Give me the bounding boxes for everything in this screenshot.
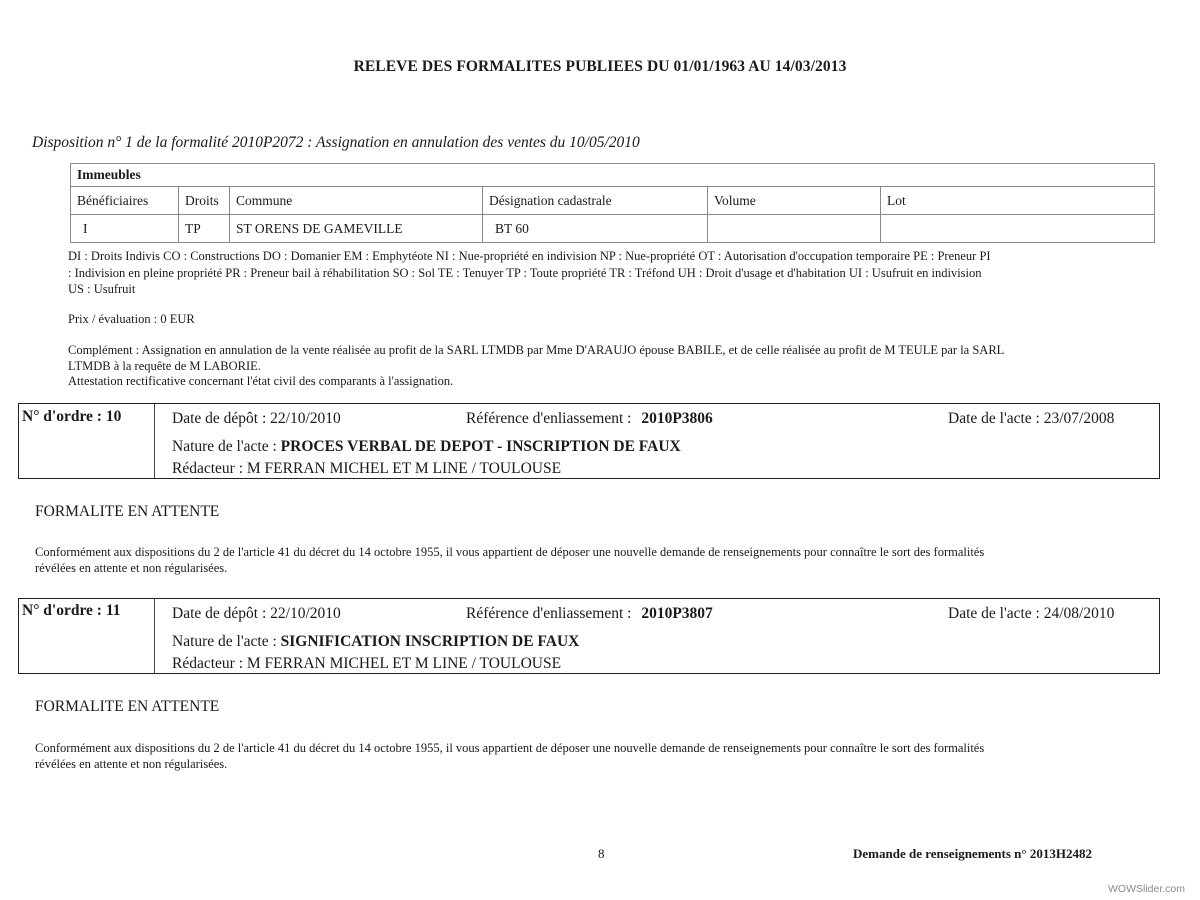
immeubles-section-label: Immeubles <box>71 164 1155 187</box>
redacteur <box>172 655 561 673</box>
nature-value: PROCES VERBAL DE DEPOT - INSCRIPTION DE FAUX <box>280 438 681 455</box>
complement-text <box>68 343 1158 390</box>
ordre-divider <box>154 404 155 478</box>
reference-enliassement <box>466 410 713 428</box>
disposition-heading: Disposition n° 1 de la formalité 2010P2072 : Assignation en annulation des ventes du 10/05/2010 <box>32 134 640 151</box>
reference-value: 2010P3806 <box>641 410 713 427</box>
ordre-number: N° d'ordre : 10 <box>22 408 122 425</box>
depot-label: Date de dépôt : <box>172 605 267 622</box>
col-header-beneficiaires: Bénéficiaires <box>71 187 179 215</box>
col-header-volume: Volume <box>708 187 881 215</box>
acte-date-value: 23/07/2008 <box>1043 410 1115 427</box>
cell-beneficiaires: I <box>71 215 179 243</box>
table-row <box>71 215 1155 243</box>
legend-line: : Indivision en pleine propriété PR : Preneur bail à réhabilitation SO : Sol TE : Tenuyer TP : Toute propriété TR : Tréfond UH : Droit d'usage et d'habitation UI : Usufruit en indivision <box>68 265 982 280</box>
conformement-notice <box>35 544 1145 576</box>
ordre-number: N° d'ordre : 11 <box>22 602 121 619</box>
reference-value: 2010P3807 <box>641 605 713 622</box>
redacteur-value: M FERRAN MICHEL ET M LINE / TOULOUSE <box>246 655 562 672</box>
redacteur-label: Rédacteur : <box>172 655 244 672</box>
reference-enliassement <box>466 605 713 623</box>
document-title: RELEVE DES FORMALITES PUBLIEES DU 01/01/1963 AU 14/03/2013 <box>353 58 847 75</box>
cell-volume <box>708 215 881 243</box>
watermark-text: WOWSlider.com <box>1108 883 1186 895</box>
cell-lot <box>881 215 1155 243</box>
reference-label: Référence d'enliassement : <box>466 410 632 427</box>
immeubles-table <box>70 163 1155 243</box>
formalite-attente-heading: FORMALITE EN ATTENTE <box>35 698 220 715</box>
page-number: 8 <box>598 846 605 861</box>
redacteur-label: Rédacteur : <box>172 460 244 477</box>
col-header-commune: Commune <box>230 187 483 215</box>
complement-line: Complément : Assignation en annulation de la vente réalisée au profit de la SARL LTMDB par Mme D'ARAUJO épouse BABILE, et de celle réalisée au profit de M TEULE par la SARL <box>68 343 1005 357</box>
notice-line: révélées en attente et non régularisées. <box>35 757 228 771</box>
depot-value: 22/10/2010 <box>270 605 341 622</box>
ordre-divider <box>154 599 155 673</box>
nature-acte <box>172 438 681 456</box>
cell-commune: ST ORENS DE GAMEVILLE <box>230 215 483 243</box>
formalite-attente-heading: FORMALITE EN ATTENTE <box>35 503 220 520</box>
depot-value: 22/10/2010 <box>270 410 341 427</box>
complement-line: Attestation rectificative concernant l'état civil des comparants à l'assignation. <box>68 374 454 388</box>
notice-line: Conformément aux dispositions du 2 de l'article 41 du décret du 14 octobre 1955, il vous appartient de déposer une nouvelle demande de renseignements pour connaître le sort des formalités <box>35 741 985 755</box>
nature-label: Nature de l'acte : <box>172 633 277 650</box>
prix-evaluation: Prix / évaluation : 0 EUR <box>68 312 195 326</box>
col-header-lot: Lot <box>881 187 1155 215</box>
legend-line: DI : Droits Indivis CO : Constructions DO : Domanier EM : Emphytéote NI : Nue-propriété en indivision NP : Nue-propriété OT : Autorisation d'occupation temporaire PE : Preneur PI <box>68 249 991 263</box>
col-header-droits: Droits <box>179 187 230 215</box>
notice-line: Conformément aux dispositions du 2 de l'article 41 du décret du 14 octobre 1955, il vous appartient de déposer une nouvelle demande de renseignements pour connaître le sort des formalités <box>35 545 985 559</box>
rights-legend <box>68 248 1158 298</box>
nature-label: Nature de l'acte : <box>172 438 277 455</box>
conformement-notice <box>35 740 1145 772</box>
redacteur <box>172 460 561 478</box>
acte-date <box>948 605 1114 623</box>
demande-reference: Demande de renseignements n° 2013H2482 <box>853 846 1092 861</box>
acte-date-label: Date de l'acte : <box>948 605 1040 622</box>
depot-date <box>172 410 341 428</box>
nature-acte <box>172 633 579 651</box>
acte-date-label: Date de l'acte : <box>948 410 1040 427</box>
depot-label: Date de dépôt : <box>172 410 267 427</box>
nature-value: SIGNIFICATION INSCRIPTION DE FAUX <box>280 633 580 650</box>
reference-label: Référence d'enliassement : <box>466 605 632 622</box>
depot-date <box>172 605 341 623</box>
legend-line: US : Usufruit <box>68 282 136 296</box>
notice-line: révélées en attente et non régularisées. <box>35 561 228 575</box>
acte-date-value: 24/08/2010 <box>1043 605 1115 622</box>
acte-date <box>948 410 1114 428</box>
complement-line: LTMDB à la requête de M LABORIE. <box>68 358 261 373</box>
cell-designation: BT 60 <box>483 215 708 243</box>
redacteur-value: M FERRAN MICHEL ET M LINE / TOULOUSE <box>246 460 562 477</box>
cell-droits: TP <box>179 215 230 243</box>
col-header-designation: Désignation cadastrale <box>483 187 708 215</box>
table-header-row <box>71 187 1155 215</box>
